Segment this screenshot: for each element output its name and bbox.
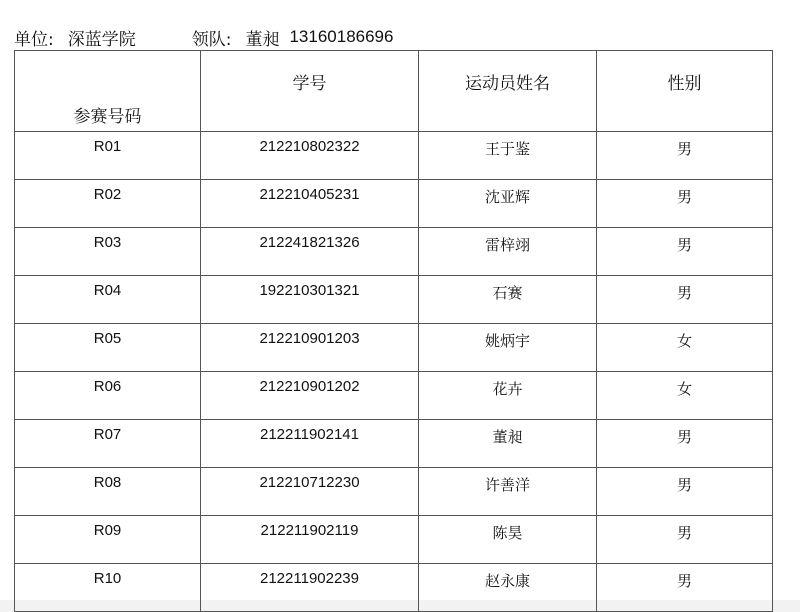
- athlete-roster-table: [14, 50, 773, 612]
- cell-bib: R01: [15, 132, 201, 180]
- cell-athlete-name: 董昶: [419, 420, 597, 468]
- cell-bib: R06: [15, 372, 201, 420]
- leader-label: 领队:: [191, 29, 232, 50]
- cell-bib: R05: [15, 324, 201, 372]
- cell-student-id: 212241821326: [201, 228, 419, 276]
- table-body: [15, 132, 773, 612]
- cell-athlete-name: 王于鉴: [419, 132, 597, 180]
- cell-bib: R02: [15, 180, 201, 228]
- table-row: [15, 564, 773, 612]
- cell-student-id: 212210901202: [201, 372, 419, 420]
- cell-student-id: 212211902119: [201, 516, 419, 564]
- cell-bib: R03: [15, 228, 201, 276]
- table-row: [15, 324, 773, 372]
- cell-student-id: 212210712230: [201, 468, 419, 516]
- team-header: [14, 24, 393, 50]
- cell-athlete-name: 姚炳宇: [419, 324, 597, 372]
- table-row: [15, 468, 773, 516]
- cell-student-id: 212211902141: [201, 420, 419, 468]
- table-row: [15, 276, 773, 324]
- unit-label: 单位:: [14, 29, 54, 50]
- cell-bib: R08: [15, 468, 201, 516]
- cell-student-id: 212210901203: [201, 324, 419, 372]
- leader-name: 董昶: [245, 29, 280, 50]
- column-header-student-id: 学号: [201, 51, 419, 132]
- table-row: [15, 372, 773, 420]
- cell-student-id: 212210802322: [201, 132, 419, 180]
- cell-gender: 女: [597, 324, 773, 372]
- unit-value: 深蓝学院: [67, 29, 136, 50]
- cell-gender: 男: [597, 564, 773, 612]
- column-header-athlete-name: 运动员姓名: [419, 51, 597, 132]
- cell-gender: 男: [597, 420, 773, 468]
- cell-bib: R10: [15, 564, 201, 612]
- cell-athlete-name: 石赛: [419, 276, 597, 324]
- cell-gender: 男: [597, 228, 773, 276]
- cell-student-id: 212211902239: [201, 564, 419, 612]
- cell-athlete-name: 花卉: [419, 372, 597, 420]
- cell-athlete-name: 沈亚辉: [419, 180, 597, 228]
- column-header-gender: 性别: [597, 51, 773, 132]
- cell-gender: 男: [597, 468, 773, 516]
- cell-athlete-name: 陈昊: [419, 516, 597, 564]
- cell-gender: 女: [597, 372, 773, 420]
- table-row: [15, 132, 773, 180]
- cell-gender: 男: [597, 516, 773, 564]
- cell-student-id: 212210405231: [201, 180, 419, 228]
- table-header-row: [15, 51, 773, 132]
- table-row: [15, 180, 773, 228]
- cell-bib: R09: [15, 516, 201, 564]
- cell-athlete-name: 赵永康: [419, 564, 597, 612]
- column-header-bib: 参赛号码: [15, 51, 201, 132]
- cell-gender: 男: [597, 180, 773, 228]
- leader-phone: 13160186696: [289, 27, 394, 46]
- cell-student-id: 192210301321: [201, 276, 419, 324]
- cell-athlete-name: 许善洋: [419, 468, 597, 516]
- cell-athlete-name: 雷梓翊: [419, 228, 597, 276]
- cell-bib: R07: [15, 420, 201, 468]
- table-row: [15, 228, 773, 276]
- cell-gender: 男: [597, 276, 773, 324]
- table-row: [15, 516, 773, 564]
- table-row: [15, 420, 773, 468]
- cell-bib: R04: [15, 276, 201, 324]
- cell-gender: 男: [597, 132, 773, 180]
